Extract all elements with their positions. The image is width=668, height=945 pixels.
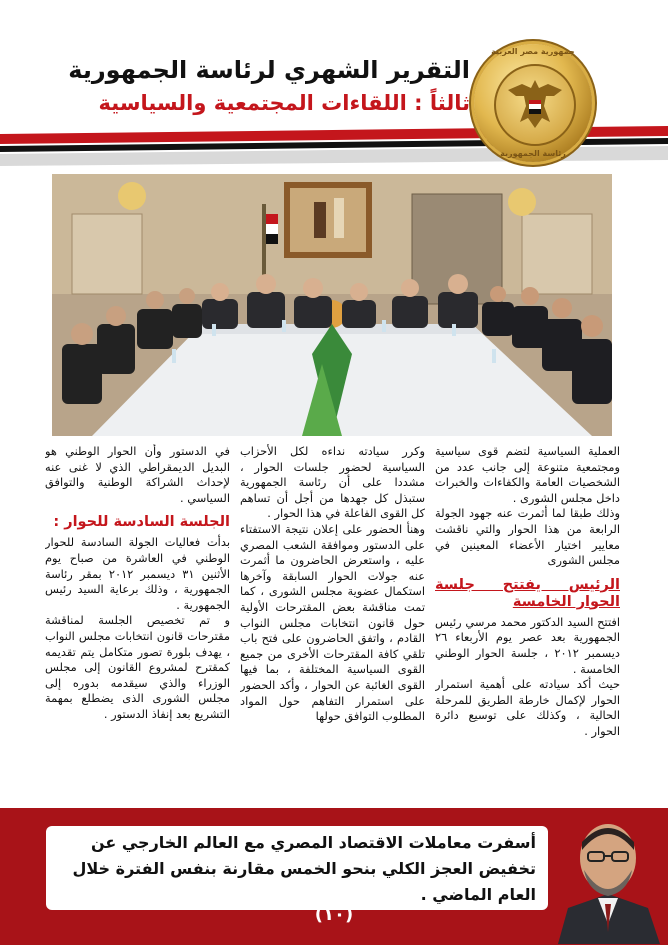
article-column-left [45,444,230,804]
article-body [40,444,620,804]
seal-bottom-text: رئاسة الجمهورية [500,149,566,158]
paragraph: في الدستور وأن الحوار الوطني هو البديل الديمقراطي الذي لا غنى عنه لإحداث الشراكة الوطنية والتوافق السياسي . [45,444,230,505]
page-title: التقرير الشهري لرئاسة الجمهورية [68,56,470,84]
seal-top-text: جمهورية مصر العربية [491,47,575,56]
paragraph: وكرر سيادته نداءه لكل الأحزاب السياسية لحضور جلسات الحوار ، مشددا على أن رئاسة الجمهورية ستبذل كل جهدها من أجل أن تساهم كل القوى الفاعلة في هذا الحوار . [240,444,425,521]
section-heading-fifth-session: الرئيس يفتتح جلسة الحوار الخامسة [435,576,620,610]
article-column-right [435,444,620,804]
section-heading-sixth-session: الجلسة السادسة للحوار : [53,514,230,531]
paragraph: و تم تخصيص الجلسة لمناقشة مقترحات قانون انتخابات مجلس النواب ، يهدف بلورة تصور متكامل يتم تقديمه كمقترح لمشروع القانون إلى مجلس الوزراء والذي سيقدمه بدوره إلى مجلس الشورى الذى يضطلع بمهمة التشريع بعد إنفاذ الدستور . [45,613,230,721]
article-column-middle [240,444,425,804]
president-portrait [548,812,668,944]
eagle-icon [496,66,574,144]
footer-banner [0,808,668,945]
page-header [0,0,668,170]
presidency-seal-logo [474,44,592,162]
paragraph: حيث أكد سيادته على أهمية استمرار الحوار لإكمال خارطة الطريق للمرحلة الحالية ، وكذلك على توسيع دائرة الحوار . [435,677,620,738]
page-number: (١٠) [314,904,354,925]
paragraph: وذلك طبقا لما أثمرت عنه جهود الجولة الرابعة من هذا الحوار والتي ناقشت معايير اختيار الأعضاء المعينين في مجلس الشورى [435,506,620,568]
paragraph: بدأت فعاليات الجولة السادسة للحوار الوطني في العاشرة من صباح يوم الأثنين ٣١ ديسمبر ٢٠١٢ بمقر رئاسة الجمهورية ، وذلك برعاية السيد رئيس الجمهورية . [45,535,230,612]
quote-text: أسفرت معاملات الاقتصاد المصري مع العالم الخارجي عن تخفيض العجز الكلي بنحو الخمس مقارنة بنفس الفترة خلال العام الماضي . [72,833,536,904]
paragraph: العملية السياسية لتضم قوى سياسية ومجتمعية متنوعة إلى جانب عدد من الشخصيات العامة والكفاءات والخبرات داخل مجلس الشورى . [435,444,620,505]
paragraph: افتتح السيد الدكتور محمد مرسي رئيس الجمهورية بعد عصر يوم الأربعاء ٢٦ ديسمبر ٢٠١٢ ، جلسة الحوار الوطني الخامسة . [435,614,620,676]
header-titles [40,54,470,118]
paragraph: وهنأ الحضور على إعلان نتيجة الاستفتاء على الدستور وموافقة الشعب المصري عليه ، واستعرض الحاضرون ما أثمرت عنه جولات الحوار السابقة وآخرها استكمال عضوية مجلس الشورى ، كما تمت مناقشة بعض المقترحات الأولية حول قانون انتخابات مجلس النواب القادم ، واتفق الحاضرون على فتح باب تلقي كافة المقترحات الأخرى من جميع القوى السياسية المختلفة ، بما فيها القوى الغائبة عن الحوار ، وأكد الحضور على استمرار التفاهم حول المواد المطلوب التوافق حولها [240,521,425,724]
seal-center [494,64,576,146]
section-title: ثالثاً : اللقاءات المجتمعية والسياسية [98,91,470,115]
meeting-photo [52,174,612,436]
